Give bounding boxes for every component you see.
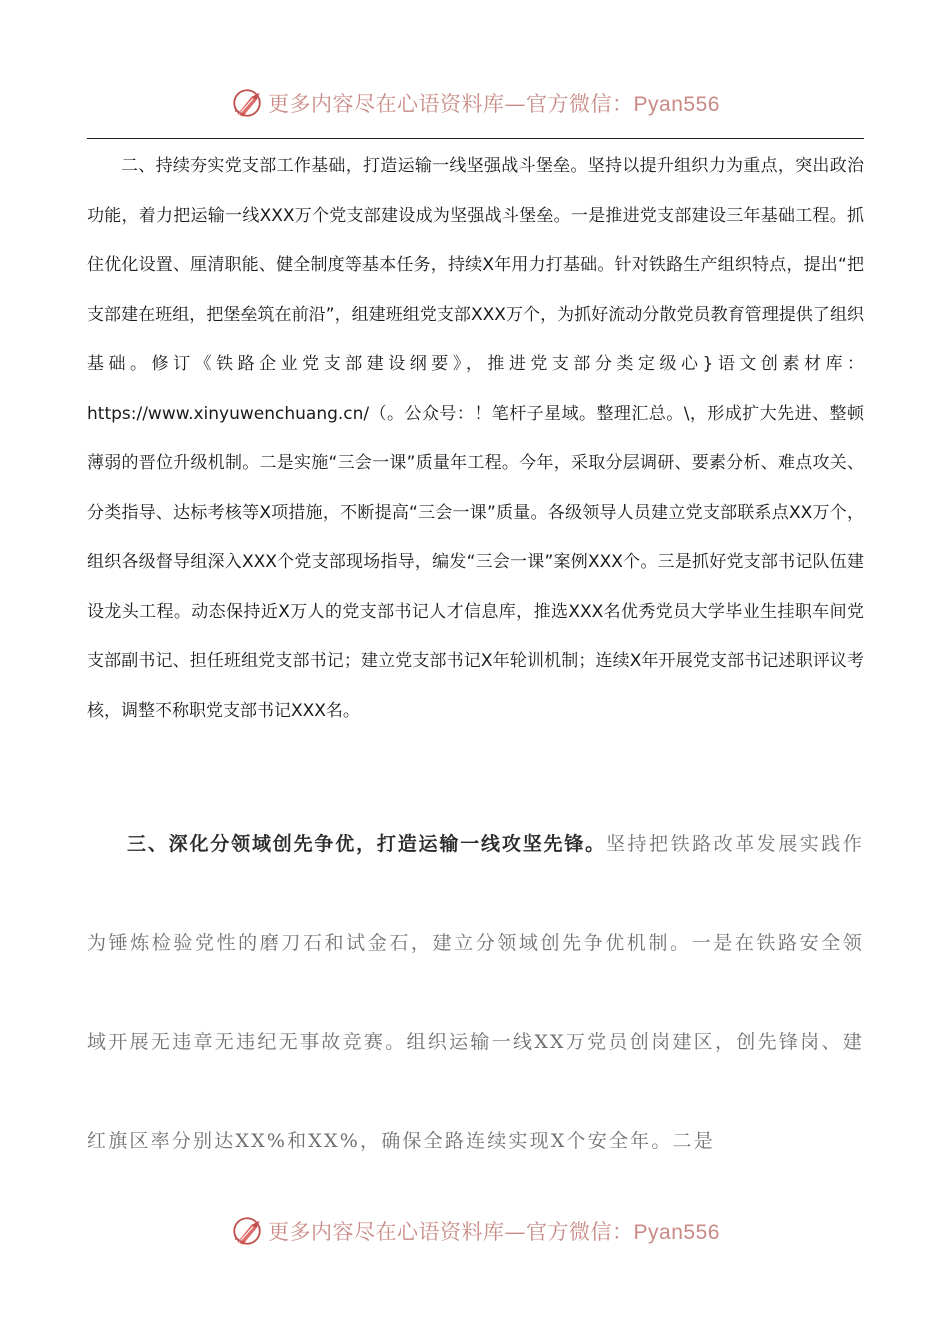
- section-two: [87, 142, 864, 736]
- header-divider: [87, 138, 864, 139]
- banner-text: [268, 1216, 720, 1246]
- section-three-body: 坚持把铁路改革发展实践作为锤炼检验党性的磨刀石和试金石，建立分领域创先争优机制。一是在铁路安全领域开展无违章无违纪无事故竞赛。组织运输一线XX万党员创岗建区，创先锋岗、建红旗区率分别达XX%和XX%，确保全路连续实现X个安全年。二是: [87, 833, 864, 1152]
- section-three: [87, 795, 864, 1191]
- section-two-paragraph: 二、持续夯实党支部工作基础，打造运输一线坚强战斗堡垒。坚持以提升组织力为重点，突出政治功能，着力把运输一线XXX万个党支部建设成为坚强战斗堡垒。一是推进党支部建设三年基础工程。抓住优化设置、厘清职能、健全制度等基本任务，持续X年用力打基础。针对铁路生产组织特点，提出“把支部建在班组，把堡垒筑在前沿”，组建班组党支部XXX万个，为抓好流动分散党员教育管理提供了组织基础。修订《铁路企业党支部建设纲要》，推进党支部分类定级心}语文创素材库：https://www.xinyuwenchuang.cn/（。公众号：！笔杆子星域。整理汇总。\，形成扩大先进、整顿薄弱的晋位升级机制。二是实施“三会一课”质量年工程。今年，采取分层调研、要素分析、难点攻关、分类指导、达标考核等X项措施，不断提高“三会一课”质量。各级领导人员建立党支部联系点XX万个，组织各级督导组深入XXX个党支部现场指导，编发“三会一课”案例XXX个。三是抓好党支部书记队伍建设龙头工程。动态保持近X万人的党支部书记人才信息库，推选XXX名优秀党员大学毕业生挂职车间党支部副书记、担任班组党支部书记；建立党支部书记X年轮训机制；连续X年开展党支部书记述职评议考核，调整不称职党支部书记XXX名。: [87, 156, 864, 721]
- wechat-id: Pyan556: [633, 93, 720, 116]
- header-banner: [0, 83, 950, 123]
- banner-slogan: 更多内容尽在心语资料库—官方微信：: [268, 1220, 634, 1244]
- banner-slogan: 更多内容尽在心语资料库—官方微信：: [268, 92, 634, 116]
- wechat-id: Pyan556: [633, 1221, 720, 1244]
- section-three-paragraph: [87, 795, 864, 1191]
- section-three-heading: 三、深化分领域创先争优，打造运输一线攻坚先锋。: [127, 833, 606, 855]
- banner-text: [268, 88, 720, 118]
- footer-banner: [0, 1211, 950, 1251]
- fountain-pen-logo-icon: [230, 1214, 264, 1248]
- fountain-pen-logo-icon: [230, 86, 264, 120]
